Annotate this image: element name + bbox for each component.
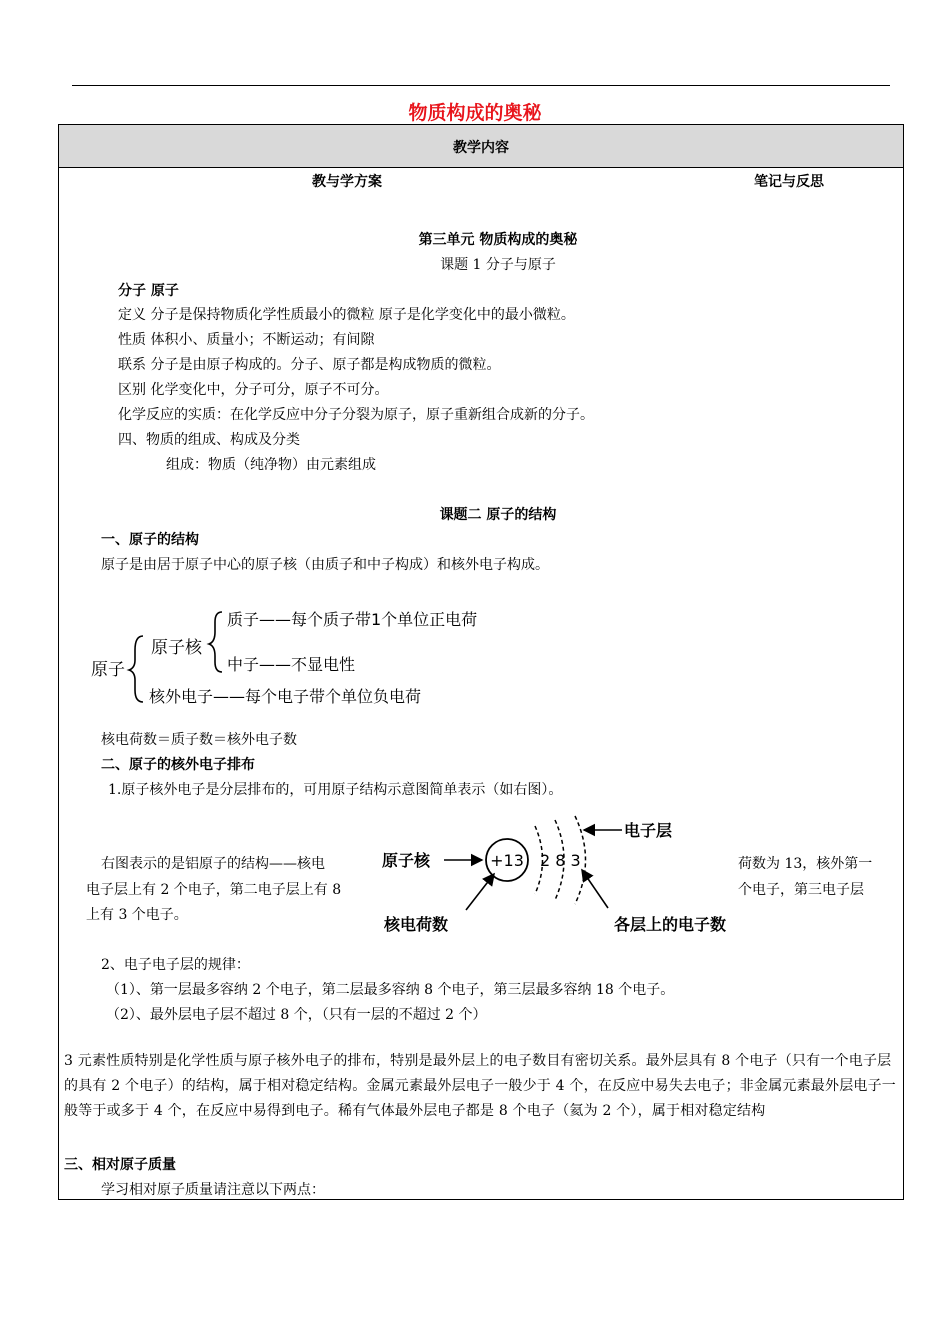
aluminum-atom-figure bbox=[376, 812, 736, 942]
part4-heading: 三、相对原子质量 bbox=[64, 1157, 176, 1173]
atom-label: 原子 bbox=[91, 660, 125, 680]
composition-line: 组成：物质（纯净物）由元素组成 bbox=[166, 457, 376, 473]
wrap-left-line3: 上有 3 个电子。 bbox=[86, 907, 188, 923]
charge-equation: 核电荷数＝质子数＝核外电子数 bbox=[101, 732, 297, 748]
molecule-line: 化学反应的实质：在化学反应中分子分裂为原子，原子重新组合成新的分子。 bbox=[118, 407, 594, 423]
lesson1-title: 课题 1 分子与原子 bbox=[440, 257, 556, 273]
molecule-line: 定义 分子是保持物质化学性质最小的微粒 原子是化学变化中的最小微粒。 bbox=[118, 307, 575, 323]
part1-heading: 一、原子的结构 bbox=[101, 532, 199, 548]
molecule-line: 联系 分子是由原子构成的。分子、原子都是构成物质的微粒。 bbox=[118, 357, 501, 373]
electron-label: 核外电子——每个电子带个单位负电荷 bbox=[149, 687, 422, 706]
neutron-label: 中子——不显电性 bbox=[227, 655, 356, 674]
lesson2-title: 课题二 原子的结构 bbox=[439, 507, 557, 523]
column-left-heading: 教与学方案 bbox=[312, 174, 382, 190]
wrap-right-line1: 荷数为 13，核外第一 bbox=[738, 856, 873, 872]
wrap-right-line2: 个电子，第三电子层 bbox=[738, 882, 864, 898]
part2-item2: 2、电子电子层的规律： bbox=[101, 957, 250, 973]
figure-shell-label: 电子层 bbox=[624, 821, 673, 840]
electron-counts: 2 8 3 bbox=[540, 851, 581, 870]
outer-brace bbox=[129, 636, 143, 702]
molecule-line: 区别 化学变化中，分子可分，原子不可分。 bbox=[118, 382, 389, 398]
wrap-left-line1: 右图表示的是铝原子的结构——核电 bbox=[101, 856, 325, 872]
top-rule bbox=[72, 85, 890, 86]
part1-text: 原子是由居于原子中心的原子核（由质子和中子构成）和核外电子构成。 bbox=[101, 557, 549, 573]
atom-composition-diagram bbox=[85, 598, 525, 716]
figure-nucleus-label: 原子核 bbox=[382, 851, 431, 870]
part2-heading: 二、原子的核外电子排布 bbox=[101, 757, 255, 773]
part2-item1: 1.原子核外电子是分层排布的，可用原子结构示意图简单表示（如右图）。 bbox=[108, 782, 563, 798]
charge-arrow bbox=[466, 874, 494, 910]
part3-paragraph: 3 元素性质特别是化学性质与原子核外电子的排布，特别是最外层上的电子数目有密切关系。最外层具有 8 个电子（只有一个电子层的具有 2 个电子）的结构，属于相对稳定结构。金属元素最外层电子一般少于 4 个，在反应中易失去电子；非金属元素最外层电子一般等于或多于 4 个，在反应中易得到电子。稀有气体最外层电子都是 8 个电子（氦为 2 个），属于相对稳定结构 bbox=[64, 1053, 897, 1119]
nucleus-charge: +13 bbox=[490, 851, 524, 870]
inner-brace bbox=[209, 612, 222, 672]
rule-1: （1）、第一层最多容纳 2 个电子，第二层最多容纳 8 个电子，第三层最多容纳 18 个电子。 bbox=[106, 982, 675, 998]
molecule-line: 性质 体积小、质量小；不断运动；有间隙 bbox=[118, 332, 375, 348]
count-arrow bbox=[582, 870, 608, 908]
wrap-left-line2: 电子层上有 2 个电子，第二电子层上有 8 bbox=[86, 882, 342, 898]
part4-text: 学习相对原子质量请注意以下两点： bbox=[101, 1182, 325, 1198]
molecule-line: 四、物质的组成、构成及分类 bbox=[118, 432, 300, 448]
document-title: 物质构成的奥秘 bbox=[408, 102, 542, 124]
figure-charge-label: 核电荷数 bbox=[384, 915, 449, 934]
figure-count-label: 各层上的电子数 bbox=[614, 915, 727, 934]
unit-title: 第三单元 物质构成的奥秘 bbox=[418, 232, 578, 248]
proton-label: 质子——每个质子带1个单位正电荷 bbox=[227, 610, 478, 629]
column-right-heading: 笔记与反思 bbox=[754, 174, 824, 190]
table-header: 教学内容 bbox=[453, 140, 509, 156]
molecule-heading: 分子 原子 bbox=[118, 283, 179, 299]
nucleus-label: 原子核 bbox=[151, 638, 202, 658]
rule-2: （2）、最外层电子层不超过 8 个，（只有一层的不超过 2 个） bbox=[106, 1007, 487, 1023]
